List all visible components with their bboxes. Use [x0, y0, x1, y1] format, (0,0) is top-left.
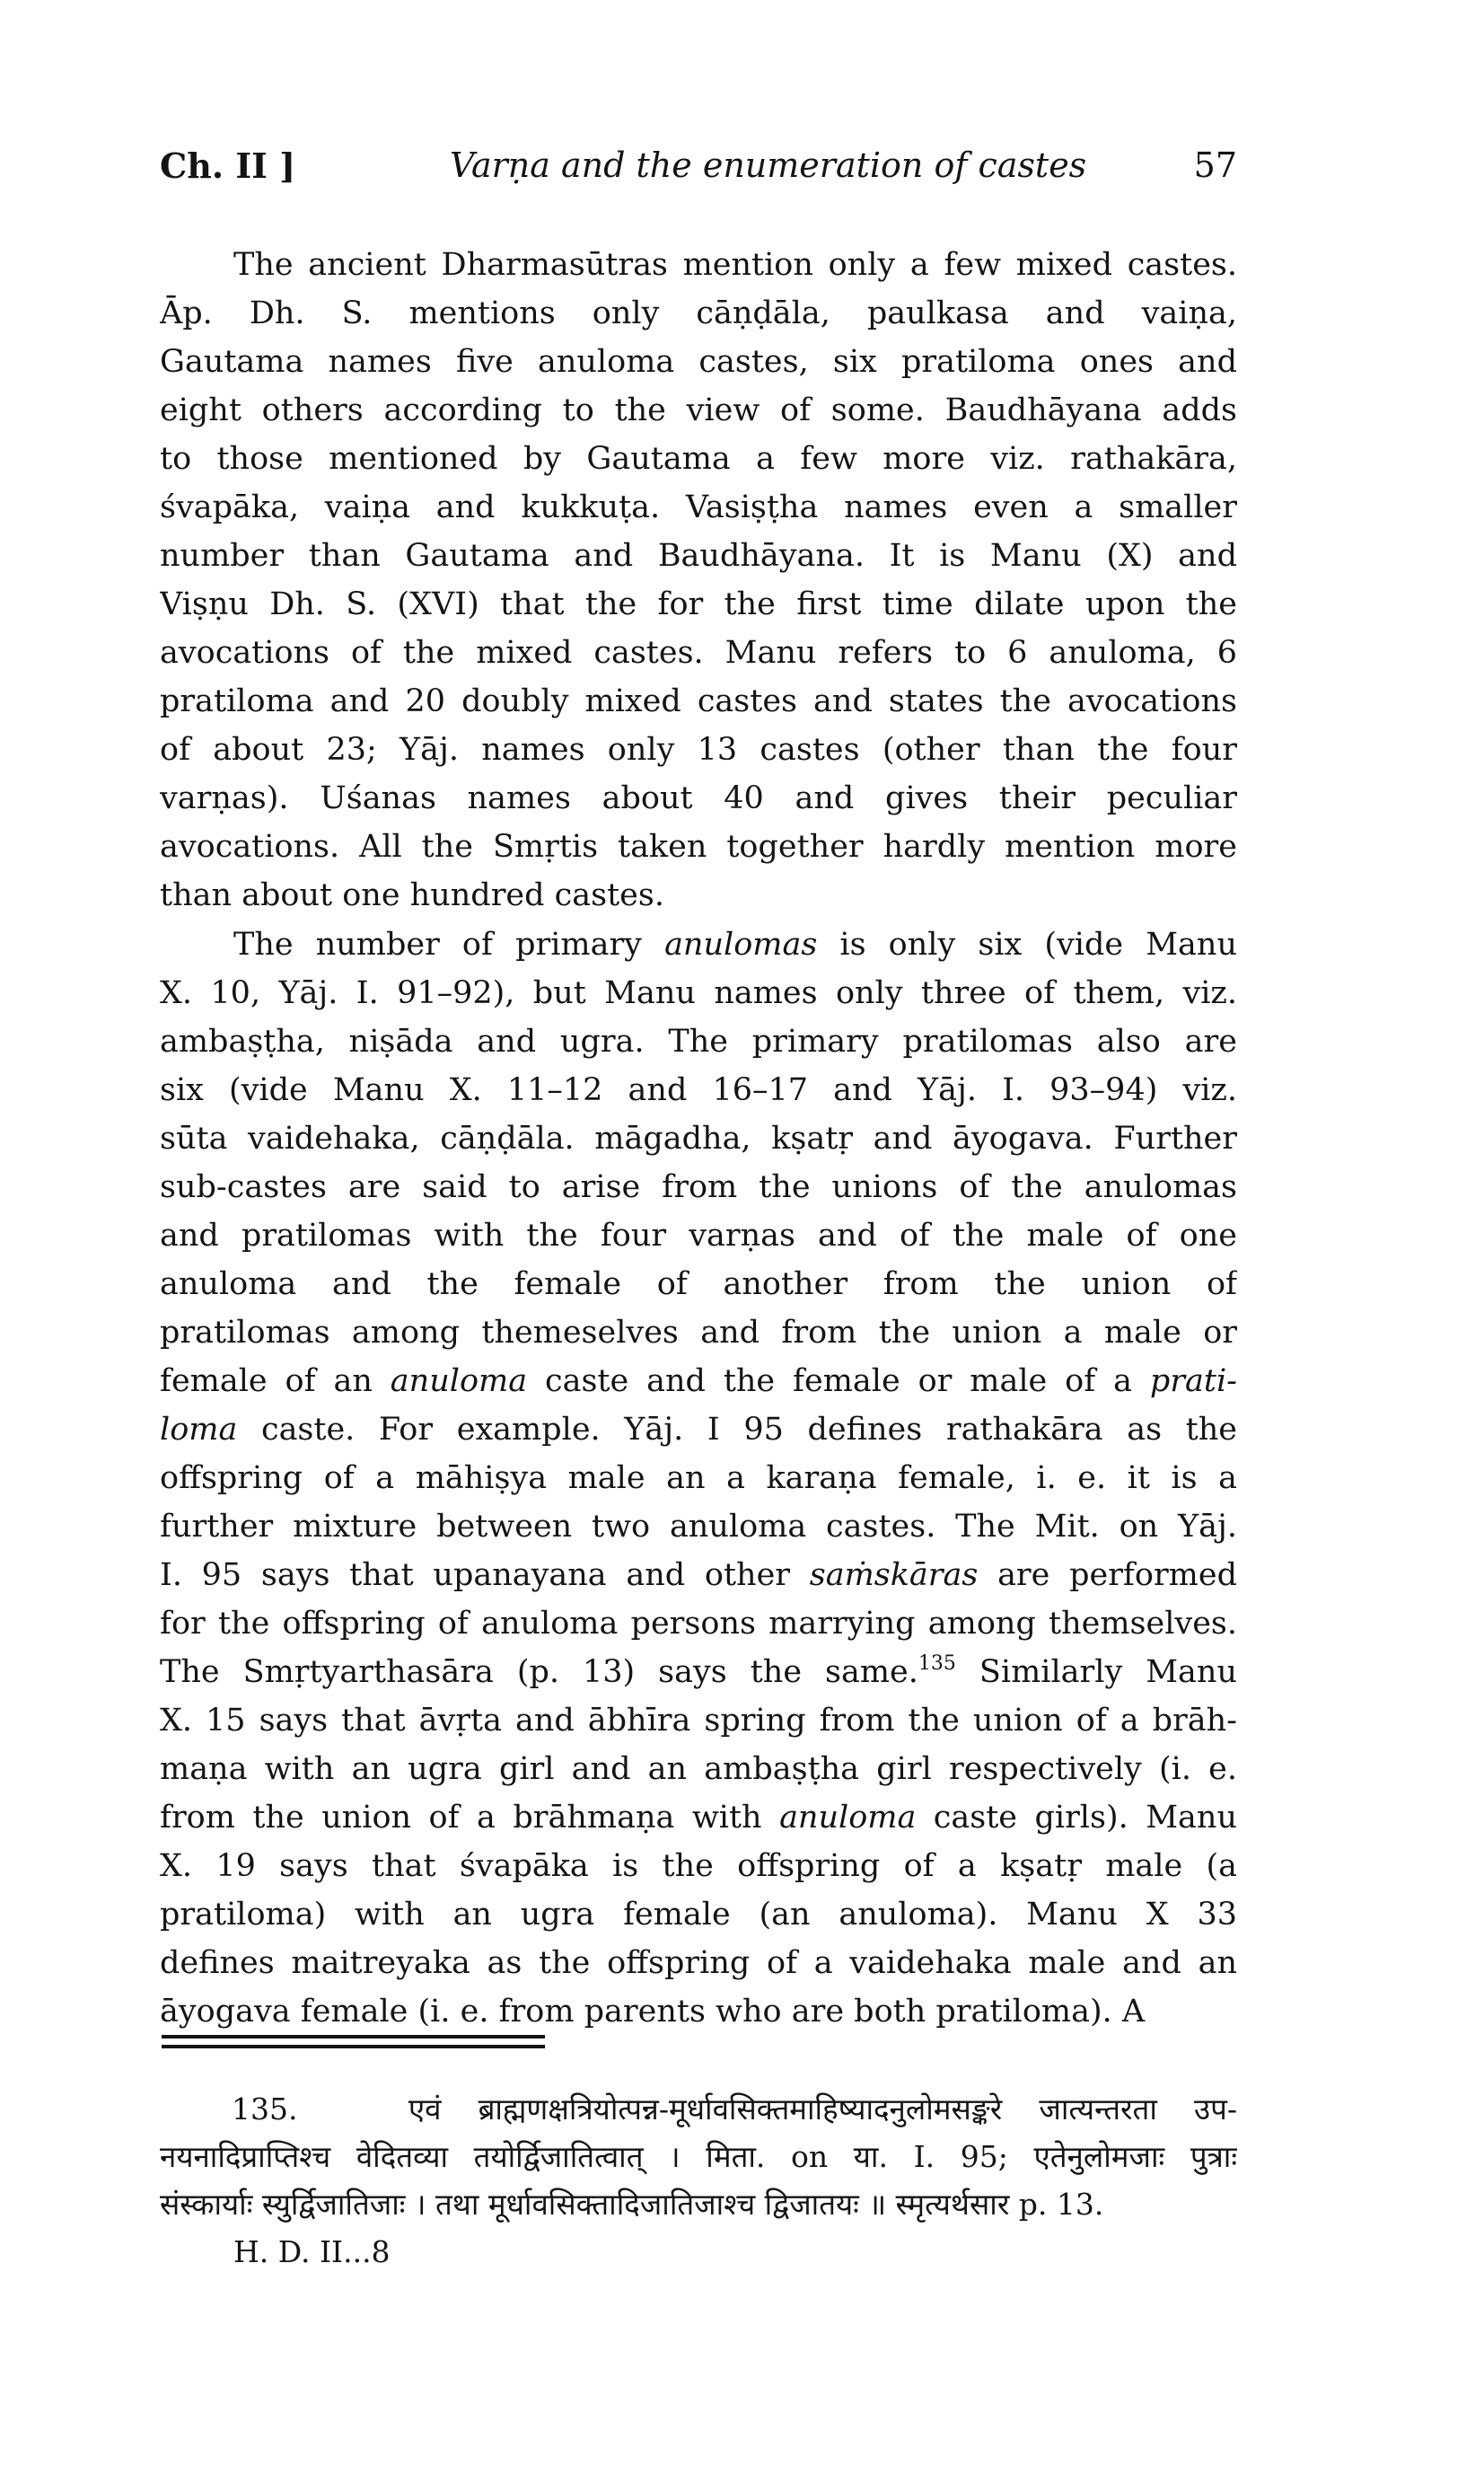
- text-line: pratilomas among themeselves and from the union a male or: [160, 1315, 1237, 1351]
- text-line: ambaṣṭha, niṣāda and ugra. The primary pratilomas also are: [160, 1024, 1237, 1060]
- text-line: female of an anuloma caste and the female or male of a prati-: [160, 1363, 1237, 1399]
- text-line: defines maitreyaka as the offspring of a vaidehaka male and an: [160, 1945, 1237, 1981]
- text-line: pratiloma and 20 doubly mixed castes and states the avocations: [160, 683, 1237, 719]
- text-line: sūta vaidehaka, cāṇḍāla. māgadha, kṣatṛ and āyogava. Further: [160, 1121, 1237, 1157]
- text-line: to those mentioned by Gautama a few more viz. rathakāra,: [160, 441, 1237, 477]
- text-line: number than Gautama and Baudhāyana. It is Manu (X) and: [160, 538, 1237, 574]
- footnote-sanskrit-1: एवं ब्राह्मणक्षत्रियोत्पन्न-मूर्धावसिक्तमाहिष्यादनुलोमसङ्करे जात्यन्तरता उप-: [408, 2091, 1237, 2127]
- text-line: for the offspring of anuloma persons marrying among themselves.: [160, 1606, 1237, 1642]
- text-line: and pratilomas with the four varṇas and of the male of one: [160, 1218, 1237, 1254]
- footnote-135: [160, 2085, 1237, 2276]
- text-line: pratiloma) with an ugra female (an anuloma). Manu X 33: [160, 1897, 1237, 1933]
- text-line: āyogava female (i. e. from parents who are both pratiloma). A: [160, 1994, 1146, 2030]
- footnote-number: 135.: [232, 2091, 298, 2127]
- footnote-line-1: [160, 2085, 1237, 2133]
- footnote-rule: [162, 2035, 545, 2039]
- text-line: X. 10, Yāj. I. 91–92), but Manu names only three of them, viz.: [160, 975, 1237, 1011]
- text-line: Āp. Dh. S. mentions only cāṇḍāla, paulkasa and vaiṇa,: [160, 295, 1237, 331]
- text-line: further mixture between two anuloma castes. The Mit. on Yāj.: [160, 1509, 1237, 1545]
- page-header: [160, 145, 1237, 199]
- text-line: avocations of the mixed castes. Manu refers to 6 anuloma, 6: [160, 635, 1237, 671]
- text-line: anuloma and the female of another from the union of: [160, 1266, 1237, 1302]
- footnote-ref-135[interactable]: 135: [918, 1652, 956, 1675]
- text-line: Gautama names five anuloma castes, six pratiloma ones and: [160, 344, 1237, 380]
- footnote-rule-second: [162, 2045, 545, 2048]
- text-line: avocations. All the Smṛtis taken together hardly mention more: [160, 829, 1237, 865]
- chapter-label: Ch. II ]: [160, 145, 296, 186]
- page-number: 57: [1193, 145, 1237, 185]
- text-line: X. 19 says that śvapāka is the offspring of a kṣatṛ male (a: [160, 1848, 1237, 1884]
- text-line: from the union of a brāhmaṇa with anuloma caste girls). Manu: [160, 1800, 1237, 1836]
- text-line: Viṣṇu Dh. S. (XVI) that the for the first time dilate upon the: [160, 586, 1237, 622]
- text-line: six (vide Manu X. 11–12 and 16–17 and Yāj. I. 93–94) viz.: [160, 1072, 1237, 1108]
- text-line: The Smṛtyarthasāra (p. 13) says the same.$^{135}$ Similarly Manu: [160, 1652, 1237, 1690]
- text-line: eight others according to the view of some. Baudhāyana adds: [160, 392, 1237, 428]
- paragraph-anulomas: [160, 920, 1237, 2036]
- line-tail: Similarly Manu: [955, 1654, 1237, 1690]
- footnote-line-3: संस्कार्याः स्युर्द्विजातिजाः । तथा मूर्धावसिक्तादिजातिजाश्च द्विजातयः ॥ स्मृत्यर्थसार p. 13.: [160, 2187, 1104, 2222]
- text-line: loma caste. For example. Yāj. I 95 defines rathakāra as the: [160, 1412, 1237, 1448]
- running-title: Varṇa and the enumeration of castes: [450, 145, 1087, 185]
- text-line: of about 23; Yāj. names only 13 castes (other than the four: [160, 732, 1237, 768]
- text-line: The ancient Dharmasūtras mention only a few mixed castes.: [233, 247, 1237, 283]
- text-line: śvapāka, vaiṇa and kukkuṭa. Vasiṣṭha names even a smaller: [160, 489, 1237, 525]
- footnote-line-2: नयनादिप्राप्तिश्च वेदितव्या तयोर्द्विजातित्वात् । मिता. on या. I. 95; एतेनुलोमजाः पुत्राः: [160, 2139, 1237, 2174]
- text-line: maṇa with an ugra girl and an ambaṣṭha girl respectively (i. e.: [160, 1751, 1237, 1787]
- text-line: varṇas). Uśanas names about 40 and gives their peculiar: [160, 780, 1237, 816]
- text-line: X. 15 says that āvṛta and ābhīra spring from the union of a brāh-: [160, 1703, 1237, 1739]
- printer-signature: H. D. II...8: [233, 2234, 391, 2269]
- text-line: sub-castes are said to arise from the unions of the anulomas: [160, 1169, 1237, 1205]
- text-line: The number of primary anulomas is only six (vide Manu: [233, 927, 1237, 963]
- text-line: offspring of a māhiṣya male an a karaṇa female, i. e. it is a: [160, 1460, 1237, 1496]
- text-line: than about one hundred castes.: [160, 877, 664, 913]
- text-line: I. 95 says that upanayana and other saṁskāras are performed: [160, 1557, 1237, 1593]
- paragraph-dharmasutras: [160, 241, 1237, 920]
